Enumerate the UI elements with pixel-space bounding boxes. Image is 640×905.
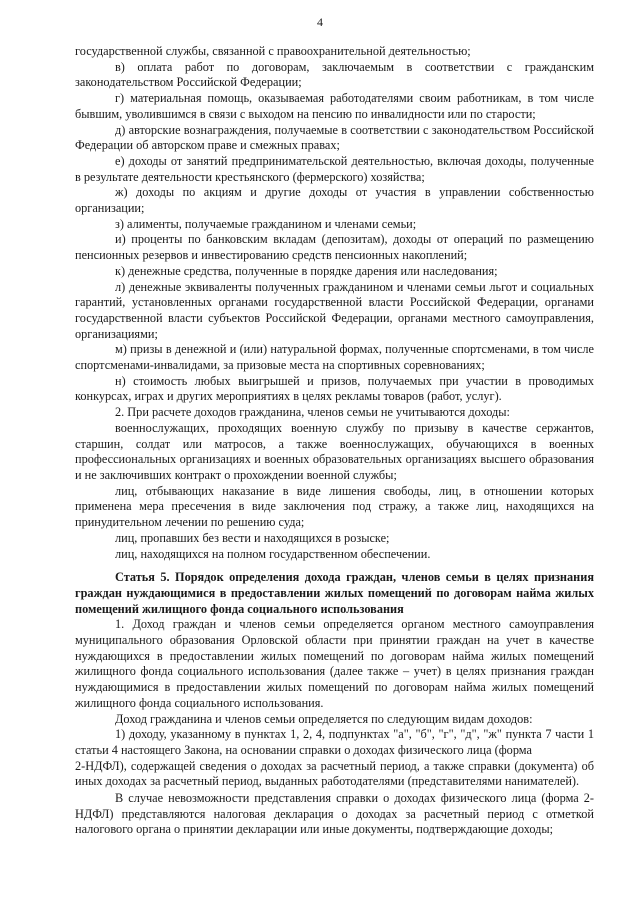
paragraph: лиц, находящихся на полном государственном обеспечении. (115, 546, 431, 561)
paragraph: д) авторские вознаграждения, получаемые в соответствии с законодательством Российской Федерации об авторском праве и смежных правах; (75, 122, 594, 153)
paragraph: к) денежные средства, полученные в порядке дарения или наследования; (115, 263, 498, 278)
page-number: 4 (317, 15, 323, 29)
paragraph: з) алименты, получаемые гражданином и членами семьи; (115, 216, 417, 231)
paragraph: в) оплата работ по договорам, заключаемым в соответствии с гражданским законодательством Российской Федерации; (75, 59, 594, 90)
paragraph: 1. Доход граждан и членов семьи определяется органом местного самоуправления муниципального образования Орловской области при принятии граждан на учет в качестве нуждающихся в предоставлении жилых помещений по договорам найма жилых помещений жилищного фонда социального использования (далее также – учет) в целях признания граждан нуждающимися в предоставлении жилых помещений по договорам найма жилых помещений жилищного фонда социального использования. (75, 617, 594, 710)
paragraph: л) денежные эквиваленты полученных гражданином и членами семьи льгот и социальных гарантий, установленных органами государственной власти Российской Федерации, органами государственной власти субъектов Российской Федерации, органами местного самоуправления, организациями; (75, 279, 594, 341)
paragraph: лиц, отбывающих наказание в виде лишения свободы, лиц, в отношении которых применена мера пресечения в виде заключения под стражу, а также лиц, находящихся на принудительном лечении по решению суда; (75, 483, 594, 530)
paragraph: е) доходы от занятий предпринимательской деятельностью, включая доходы, полученные в результате деятельности крестьянского (фермерского) хозяйства; (75, 153, 594, 184)
paragraph: военнослужащих, проходящих военную службу по призыву в качестве сержантов, старшин, солдат или матросов, а также военнослужащих, обучающихся в военных профессиональных организациях и военных образовательных организациях высшего образования и не заключивших контракт о прохождении военной службы; (75, 420, 594, 482)
paragraph: н) стоимость любых выигрышей и призов, получаемых при участии в проводимых конкурсах, играх и других мероприятиях в целях рекламы товаров (работ, услуг). (75, 373, 594, 404)
paragraph: Доход гражданина и членов семьи определяется по следующим видам доходов: (115, 711, 533, 726)
document-body (75, 44, 594, 838)
paragraph: 2-НДФЛ), содержащей сведения о доходах за расчетный период, а также справки (документа) об иных доходах за расчетный период, выданных работодателями (представителями нанимателей). (75, 758, 594, 789)
paragraph: государственной службы, связанной с правоохранительной деятельностью; (75, 44, 471, 58)
paragraph: 1) доходу, указанному в пунктах 1, 2, 4, подпунктах "а", "б", "г", "д", "ж" пункта 7 части 1 статьи 4 настоящего Закона, на основании справки о доходах физического лица (форма (75, 727, 594, 757)
paragraph: ж) доходы по акциям и другие доходы от участия в управлении собственностью организации; (75, 185, 594, 216)
paragraph: 2. При расчете доходов гражданина, членов семьи не учитываются доходы: (115, 405, 510, 420)
article-heading: Статья 5. Порядок определения дохода граждан, членов семьи в целях признания граждан нуждающимися в предоставлении жилых помещений по договорам найма жилых помещений жилищного фонда социального использования (75, 570, 594, 616)
paragraph: лиц, пропавших без вести и находящихся в розыске; (115, 530, 390, 545)
paragraph: и) проценты по банковским вкладам (депозитам), доходы от операций по размещению пенсионных резервов и инвестированию средств пенсионных накоплений; (75, 232, 594, 263)
paragraph: В случае невозможности представления справки о доходах физического лица (форма 2-НДФЛ) представляются налоговая декларация о доходах за расчетный период с отметкой налогового органа о принятии декларации или иные документы, подтверждающие доходы; (75, 791, 594, 837)
paragraph: м) призы в денежной и (или) натуральной формах, полученные спортсменами, в том числе спортсменами-инвалидами, за призовые места на спортивных соревнованиях; (75, 342, 594, 373)
paragraph: г) материальная помощь, оказываемая работодателями своим работникам, в том числе бывшим, уволившимся в связи с выходом на пенсию по инвалидности или по старости; (75, 91, 594, 121)
